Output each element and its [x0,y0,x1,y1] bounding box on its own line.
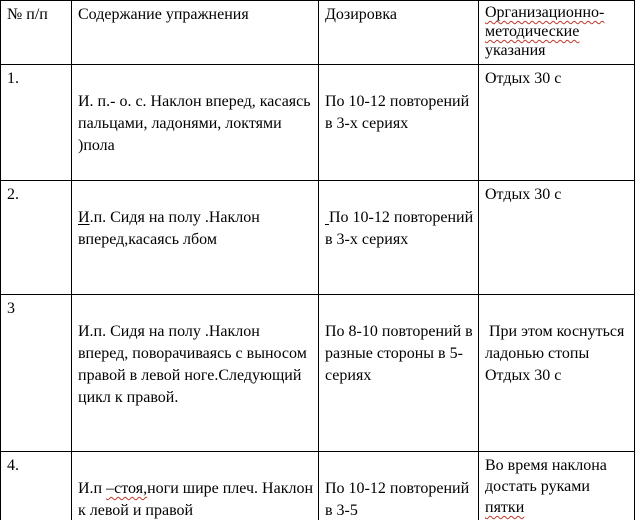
row3-notes [479,295,634,387]
row1-dose: По 10-12 повторений в 3-х сериях [325,93,470,132]
row3-notes-rest: Отдых 30 с [485,367,562,384]
row4-content-prefix: И.п [78,480,107,497]
row3-content-cell [72,295,319,452]
table-row [1,452,635,520]
row1-num-cell [1,65,72,181]
row2-notes-cell [479,181,635,295]
row3-content: И.п. Сидя на полу .Наклон вперед, поворачиваясь с выносом правой в левой ноге.Следующий цикл к правой. [78,323,307,406]
header-num: № п/п [7,6,48,23]
row3-num-cell [1,295,72,452]
header-notes-line1: Организационно- [485,4,605,21]
table-row [1,65,635,181]
row4-content-rest: ноги шире плеч. Наклон к левой и правой [78,480,314,519]
header-notes-line3: указания [485,42,546,59]
row2-content-cell [72,181,319,295]
row4-notes-line3: пятки [485,499,525,516]
row4-notes [479,452,634,518]
header-content-cell [72,1,319,65]
row4-num-cell [1,452,72,520]
row4-content-under: –стоя, [106,480,148,497]
row2-dose-cell [319,181,479,295]
row1-content-cell [72,65,319,181]
row2-notes: Отдых 30 с [485,186,562,203]
row4-notes-line1: Во время наклона [485,457,607,474]
row3-dose-cell [319,295,479,452]
header-dose: Дозировка [325,6,397,23]
header-notes [479,1,634,60]
row4-notes-line2: достать руками [485,478,590,495]
row4-dose-cell [319,452,479,520]
row1-content: И. п.- о. с. Наклон вперед, касаясь пальцами, ладонями, локтями )пола [78,93,311,154]
row2-num-cell [1,181,72,295]
table-row [1,295,635,452]
header-num-cell [1,1,72,65]
row2-dose [319,181,478,251]
row4-content-cell [72,452,319,520]
row3-notes-main: При этом коснуться ладонью стопы [485,323,629,362]
header-notes-line2: методические [485,23,580,40]
header-content: Содержание упражнения [78,6,249,23]
row1-num: 1. [7,70,19,87]
row2-content [72,181,318,251]
row2-content-prefix: И [78,209,90,226]
row3-num: 3 [7,300,15,317]
row4-dose: По 10-12 повторений в 3-5 [325,480,470,519]
row4-notes-cell [479,452,635,520]
header-row [1,1,635,65]
row4-content [72,452,318,520]
row2-dose-rest: По 10-12 повторений в 3-х сериях [325,209,474,248]
header-dose-cell [319,1,479,65]
row3-dose: По 8-10 повторений в разные стороны в 5- сериях [325,323,473,384]
row2-content-rest: .п. Сидя на полу .Наклон вперед,касаясь лбом [78,209,260,248]
row1-notes: Отдых 30 с [485,70,562,87]
row2-num: 2. [7,186,19,203]
row1-notes-cell [479,65,635,181]
table-row [1,181,635,295]
header-notes-cell [479,1,635,65]
row1-dose-cell [319,65,479,181]
row3-notes-cell [479,295,635,452]
row4-num: 4. [7,457,19,474]
